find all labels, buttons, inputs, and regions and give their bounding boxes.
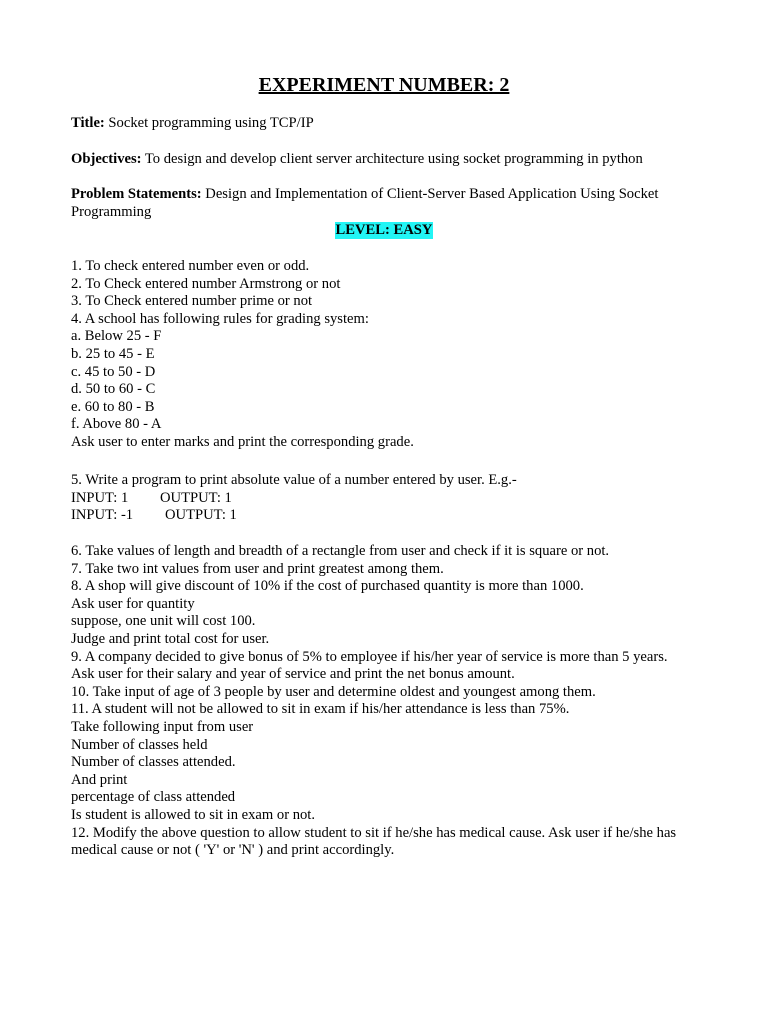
list-item: Judge and print total cost for user.	[71, 630, 270, 647]
list-item: Take following input from user	[71, 718, 254, 735]
problem-label: Problem Statements:	[71, 186, 202, 202]
io-row	[71, 507, 711, 525]
list-item: f. Above 80 - A	[71, 416, 162, 433]
question-5-text: 5. Write a program to print absolute value of a number entered by user. E.g.-	[71, 472, 517, 488]
list-item: 8. A shop will give discount of 10% if the cost of purchased quantity is more than 1000.	[71, 578, 584, 595]
list-item: Ask user for quantity	[71, 595, 195, 612]
question-5	[71, 472, 711, 525]
list-item: 3. To Check entered number prime or not	[71, 293, 313, 310]
list-item: a. Below 25 - F	[71, 328, 162, 345]
objectives-label: Objectives:	[71, 151, 142, 167]
list-item: Is student is allowed to sit in exam or not.	[71, 806, 316, 823]
list-item: 1. To check entered number even or odd.	[71, 258, 310, 274]
list-item: 4. A school has following rules for grading system:	[71, 310, 369, 327]
list-item: 7. Take two int values from user and print greatest among them.	[71, 560, 444, 577]
list-item: Number of classes attended.	[71, 754, 236, 771]
problem-text: Design and Implementation of Client-Server Based Application Using Socket Programming	[71, 186, 659, 220]
list-item: 12. Modify the above question to allow student to sit if he/she has medical cause. Ask user if he/she has medical cause or not ( 'Y' or 'N' ) and print accordingly.	[71, 824, 677, 859]
list-item: d. 50 to 60 - C	[71, 381, 156, 398]
level-badge: LEVEL: EASY	[335, 222, 433, 238]
list-item: c. 45 to 50 - D	[71, 363, 156, 380]
experiment-heading: EXPERIMENT NUMBER: 2	[258, 74, 510, 96]
question-list-2	[71, 543, 701, 860]
list-item: 6. Take values of length and breadth of a rectangle from user and check if it is square or not.	[71, 543, 610, 559]
list-item: suppose, one unit will cost 100.	[71, 613, 256, 630]
list-item: percentage of class attended	[71, 789, 236, 806]
list-item: Ask user for their salary and year of service and print the net bonus amount.	[71, 666, 515, 683]
list-item: 11. A student will not be allowed to sit in exam if his/her attendance is less than 75%.	[71, 701, 570, 718]
list-item: 2. To Check entered number Armstrong or not	[71, 275, 341, 292]
title-label: Title:	[71, 115, 105, 131]
question-list-1	[71, 258, 711, 452]
list-item: e. 60 to 80 - B	[71, 398, 155, 415]
title-text: Socket programming using TCP/IP	[104, 115, 314, 131]
io-input: INPUT: -1	[71, 507, 134, 524]
list-item: b. 25 to 45 - E	[71, 345, 155, 362]
io-row	[71, 490, 711, 508]
io-output: OUTPUT: 1	[165, 507, 237, 524]
level-wrap	[0, 222, 768, 240]
list-item: 9. A company decided to give bonus of 5% to employee if his/her year of service is more than 5 years.	[71, 648, 668, 665]
list-item: And print	[71, 771, 128, 788]
io-input: INPUT: 1	[71, 489, 129, 506]
title-line	[71, 115, 711, 133]
list-item: Number of classes held	[71, 736, 208, 753]
io-output: OUTPUT: 1	[160, 489, 232, 506]
list-item: 10. Take input of age of 3 people by user and determine oldest and youngest among them.	[71, 683, 596, 700]
objectives-line	[71, 151, 711, 169]
problem-statement	[71, 186, 701, 221]
list-item: Ask user to enter marks and print the corresponding grade.	[71, 433, 414, 450]
objectives-text: To design and develop client server architecture using socket programming in python	[141, 151, 643, 167]
